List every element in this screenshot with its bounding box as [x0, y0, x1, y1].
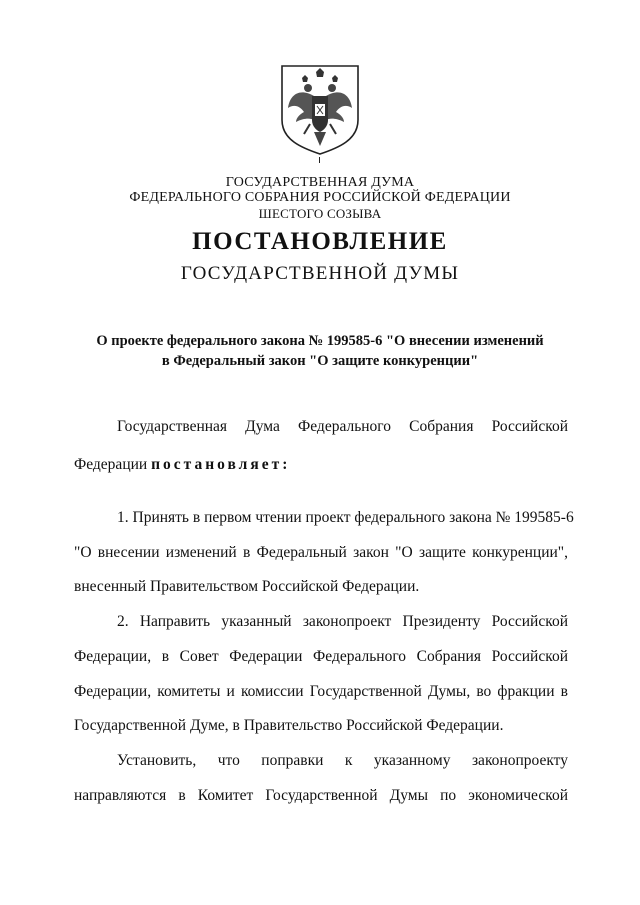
- subject-line-2: в Федеральный закон "О защите конкуренции": [161, 353, 479, 369]
- paragraph-1-line-2: "О внесении изменений в Федеральный закон "О защите конкуренции",: [74, 544, 568, 561]
- paragraph-2-line-3: Федерации, комитеты и комиссии Государственной Думы, во фракции в: [74, 683, 568, 700]
- paragraph-2-line-2: Федерации, в Совет Федерации Федерального Собрания Российской: [74, 648, 568, 665]
- paragraph-2-line-4: Государственной Думе, в Правительство Российской Федерации.: [74, 717, 504, 734]
- coat-of-arms-emblem: [278, 62, 362, 158]
- document-subject: [60, 331, 580, 371]
- paragraph-2-line-1: 2. Направить указанный законопроект Президенту Российской: [117, 613, 568, 630]
- header-line-3: ШЕСТОГО СОЗЫВА: [258, 206, 382, 221]
- paragraph-3-line-2: направляются в Комитет Государственной Думы по экономической: [74, 787, 568, 804]
- paragraph-1-line-3: внесенный Правительством Российской Федерации.: [74, 578, 420, 595]
- document-subtitle: ГОСУДАРСТВЕННОЙ ДУМЫ: [180, 263, 460, 284]
- header-line-2: ФЕДЕРАЛЬНОГО СОБРАНИЯ РОССИЙСКОЙ ФЕДЕРАЦИИ: [129, 190, 511, 205]
- paragraph-3-line-1: Установить, что поправки к указанному законопроекту: [117, 752, 568, 769]
- paragraph-1-line-1: 1. Принять в первом чтении проект федерального закона № 199585-6: [117, 509, 574, 526]
- header-line-1: ГОСУДАРСТВЕННАЯ ДУМА: [225, 175, 415, 190]
- intro-line-1: Государственная Дума Федерального Собрания Российской: [117, 418, 568, 435]
- document-title: ПОСТАНОВЛЕНИЕ: [192, 228, 448, 255]
- subject-line-1: О проекте федерального закона № 199585-6 "О внесении изменений: [96, 333, 544, 349]
- intro-line-2-text: Федерации: [74, 456, 152, 473]
- emblem-stem: [319, 157, 320, 163]
- resolves-keyword: постановляет:: [151, 456, 291, 473]
- intro-line-2: [74, 456, 568, 474]
